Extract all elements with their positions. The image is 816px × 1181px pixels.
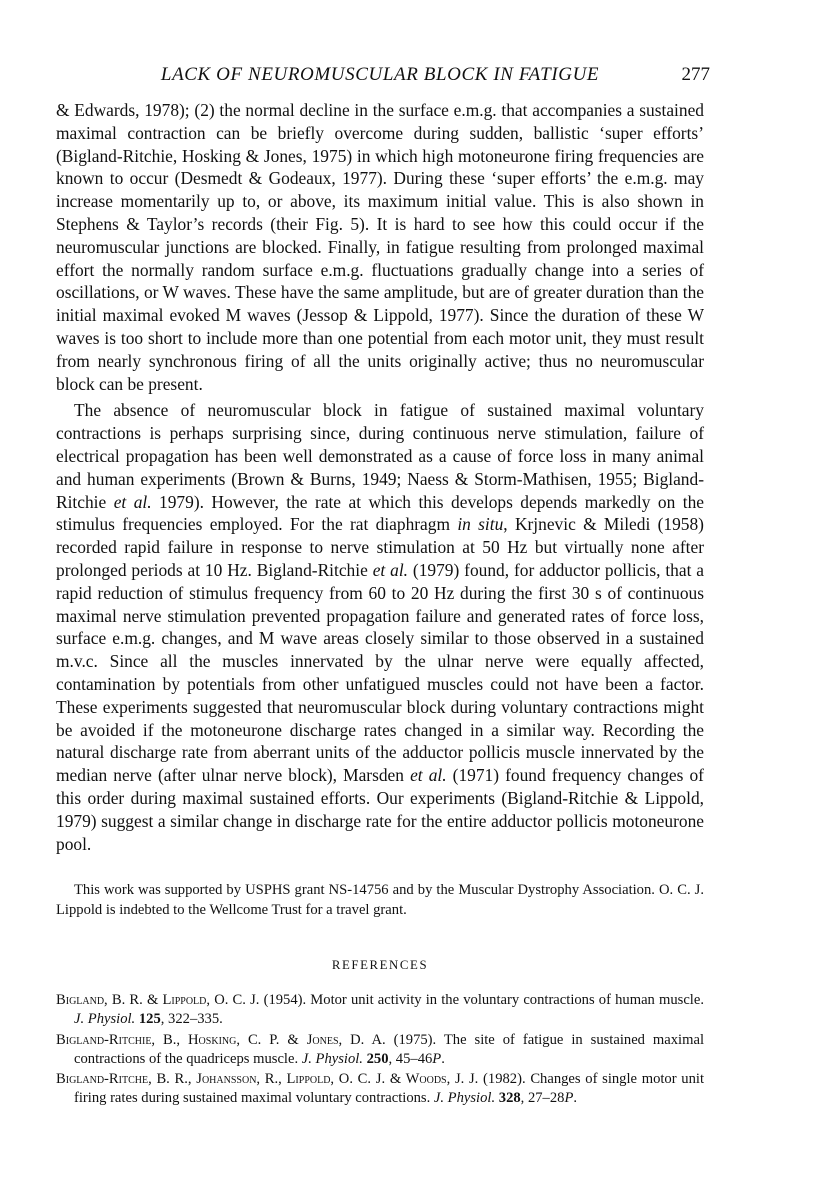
paragraph-2-text-c: , Krjnevic & Miledi (1958) recorded rapid failure in response to nerve stimulation at 50 Hz but virtually none after prolonged periods at 10 Hz. Bigland-Ritchie xyxy=(56,514,704,580)
paragraph-2-text-a: The absence of neuromuscular block in fatigue of sustained maximal voluntary contractions is perhaps surprising since, during continuous nerve stimulation, failure of electrical propagation has been well demonstrated as a cause of force loss in many animal and human experiments (Brown & Burns, 1949; Naess & Storm-Mathisen, 1955; Bigland-Ritchie xyxy=(56,400,704,512)
reference-item xyxy=(56,1031,704,1069)
references-heading: REFERENCES xyxy=(331,958,429,973)
reference-journal: J. Physiol. xyxy=(74,1011,136,1028)
et-al-italic: et al. xyxy=(372,559,409,580)
paragraph-2-text-d: (1979) found, for adductor pollicis, that a rapid reduction of stimulus frequency from 60 to 20 Hz during the first 30 s of continuous maximal nerve stimulation prevented propagation failure and generated rates of force loss, surface e.m.g. changes, and M wave areas closely similar to those observed in a sustained m.v.c. Since all the muscles innervated by the ulnar nerve were equally affected, contamination by potentials from other unfatigued muscles could not have been a factor. These experiments suggested that neuromuscular block during voluntary contractions might be avoided if the motoneurone discharge rates changed in a similar way. Recording the natural discharge rate from aberrant units of the adductor pollicis muscle innervated by the median nerve (after ulnar nerve block), Marsden xyxy=(56,559,705,786)
reference-journal: J. Physiol. xyxy=(301,1050,363,1067)
reference-volume: 328 xyxy=(498,1090,521,1107)
reference-end: . xyxy=(573,1090,578,1107)
body-text xyxy=(56,99,704,855)
et-al-italic: et al. xyxy=(113,491,152,512)
reference-list xyxy=(56,991,704,1108)
reference-journal: J. Physiol. xyxy=(433,1090,496,1107)
paragraph-2-text-b: 1979). However, the rate at which this develops depends markedly on the stimulus frequencies employed. For the rat diaphragm xyxy=(56,491,704,535)
reference-end: . xyxy=(441,1050,445,1067)
reference-volume: 250 xyxy=(366,1050,389,1067)
paragraph-1-text: & Edwards, 1978); (2) the normal decline in the surface e.m.g. that accompanies a sustained maximal contraction can be briefly overcome during sudden, ballistic ‘super efforts’ (Bigland-Ritchie, Hosking & Jones, 1975) in which high motoneurone firing frequencies are known to occur (Desmedt & Godeaux, 1977). During these ‘super efforts’ the e.m.g. may increase momentarily up to, or above, its maximum initial value. This is also shown in Stephens & Taylor’s records (their Fig. 5). It is hard to see how this could occur if the neuromuscular junctions are blocked. Finally, in fatigue resulting from prolonged maximal effort the normally random surface e.m.g. fluctuations gradually change into a series of oscillations, or W waves. These have the same amplitude, but are of greater duration than the initial maximal evoked M waves (Jessop & Lippold, 1977). Since the duration of these W waves is too short to include more than one potential from each motor unit, they must result from nearly synchronous firing of all the units originally active; thus no neuromuscular block can be present. xyxy=(56,100,704,394)
reference-item xyxy=(56,991,704,1029)
page-header xyxy=(56,64,710,90)
reference-volume: 125 xyxy=(138,1011,161,1028)
journal-page xyxy=(56,64,710,1109)
acknowledgement: This work was supported by USPHS grant NS-14756 and by the Muscular Dystrophy Association. O. C. J. Lippold is indebted to the Wellcome Trust for a travel grant. xyxy=(56,882,704,918)
paragraph-1 xyxy=(56,99,704,395)
reference-title: (1954). Motor unit activity in the voluntary contractions of human muscle. xyxy=(259,992,704,1009)
reference-pages: , 322–335. xyxy=(160,1011,223,1028)
et-al-italic: et al. xyxy=(410,765,447,786)
reference-authors: Bigland, B. R. & Lippold, O. C. J. xyxy=(56,992,260,1009)
reference-authors: Bigland-Ritche, B. R., Johansson, R., Lippold, O. C. J. & Woods, J. J. xyxy=(56,1070,479,1087)
reference-title: (1982). Changes of single motor unit firing rates during sustained maximal voluntary contractions. xyxy=(74,1070,704,1107)
reference-pages-suffix: P xyxy=(432,1050,442,1067)
reference-pages: , 27–28 xyxy=(520,1090,565,1107)
reference-authors: Bigland-Ritchie, B., Hosking, C. P. & Jones, D. A. xyxy=(56,1031,386,1048)
running-title: LACK OF NEUROMUSCULAR BLOCK IN FATIGUE xyxy=(160,64,600,85)
reference-item xyxy=(56,1070,704,1108)
reference-pages: , 45–46 xyxy=(388,1050,433,1067)
in-situ-italic: in situ xyxy=(457,514,504,535)
reference-pages-suffix: P xyxy=(564,1090,574,1107)
page-number: 277 xyxy=(681,64,710,85)
paragraph-2-text-e: (1971) found frequency changes of this order during maximal sustained efforts. Our experiments (Bigland-Ritchie & Lippold, 1979) suggest a similar change in discharge rate for the entire adductor pollicis motoneurone pool. xyxy=(56,765,704,854)
paragraph-2 xyxy=(56,399,704,855)
reference-title: (1975). The site of fatigue in sustained maximal contractions of the quadriceps muscle. xyxy=(74,1031,704,1067)
